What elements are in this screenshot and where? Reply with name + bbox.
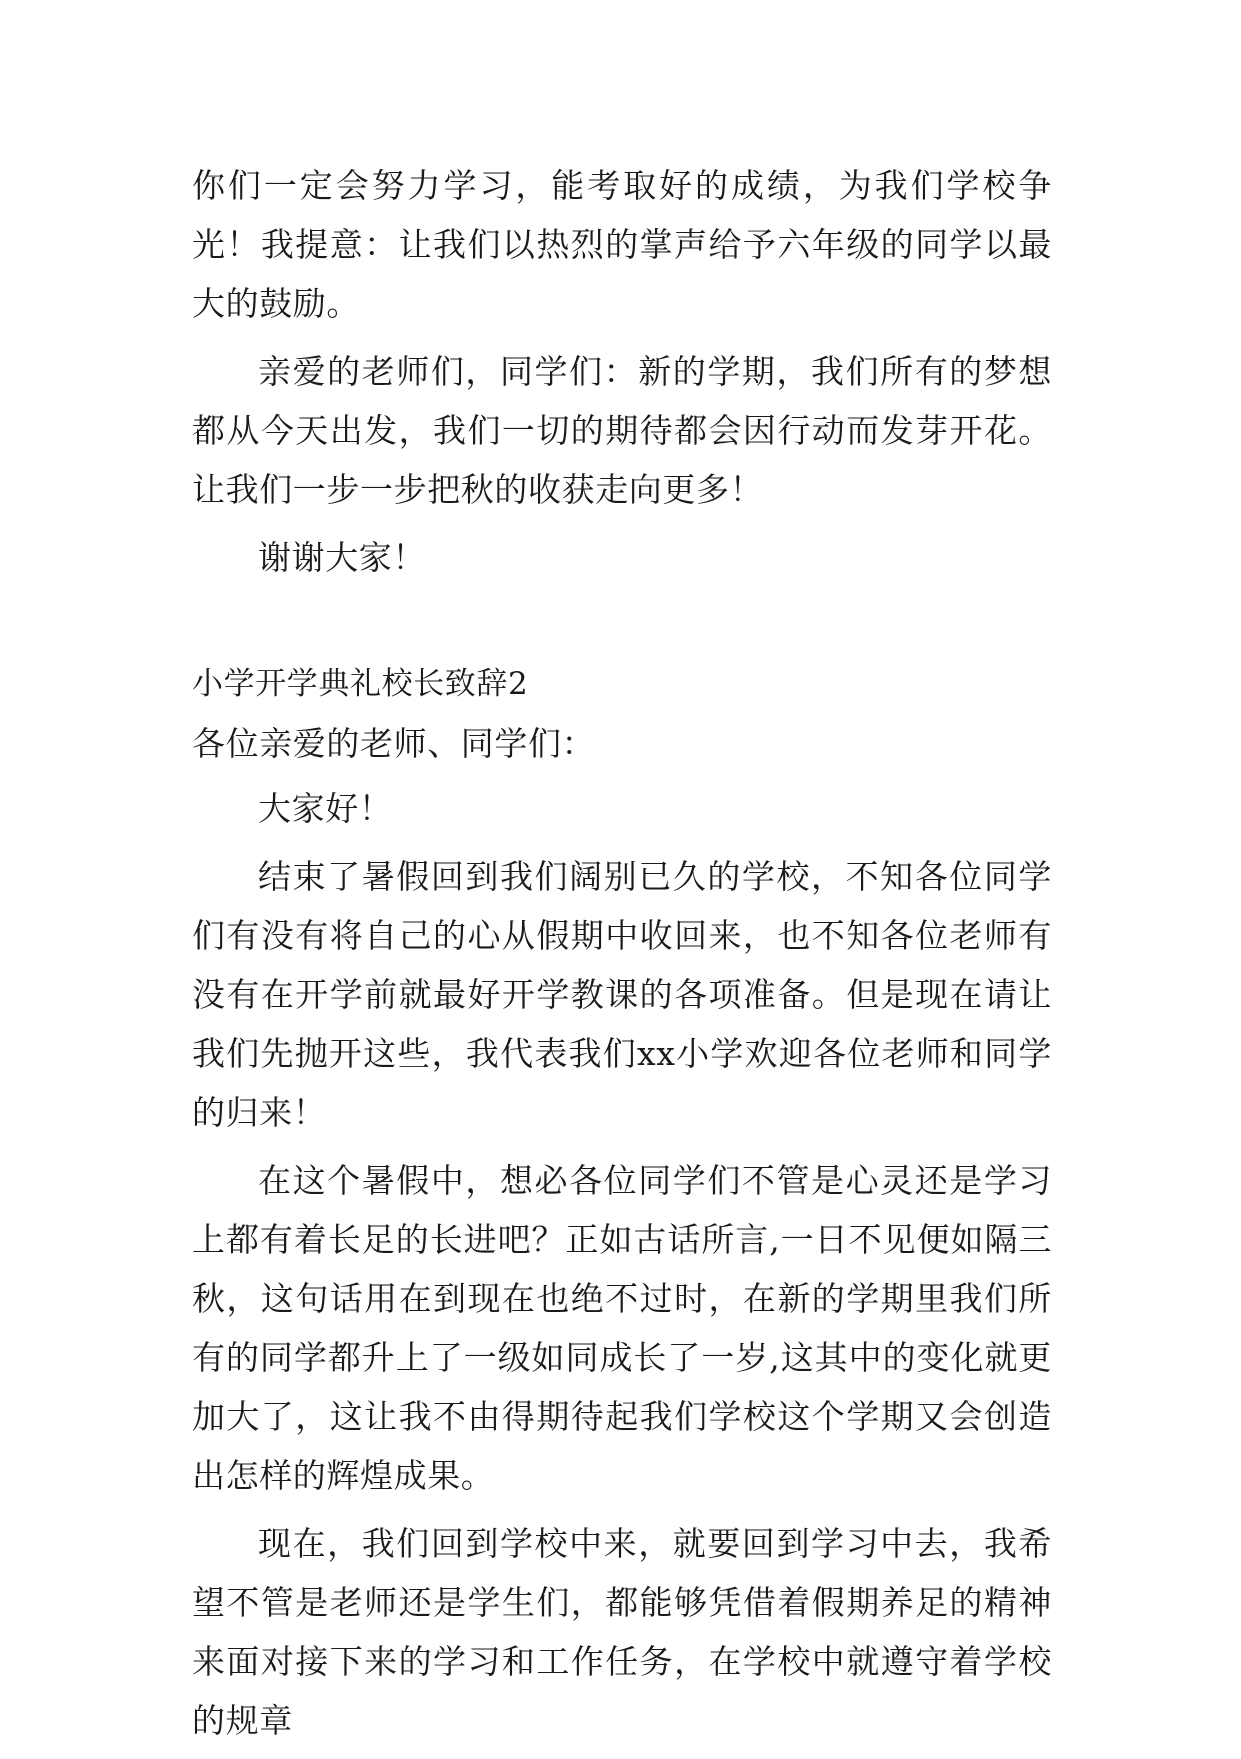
section-title: 小学开学典礼校长致辞2 — [192, 666, 529, 702]
paragraph-thanks: 谢谢大家！ — [258, 538, 426, 577]
paragraph-closing-remarks: 亲爱的老师们，同学们：新的学期，我们所有的梦想都从今天出发，我们一切的期待都会因行动而发芽开花。让我们一步一步把秋的收获走向更多！ — [192, 352, 1052, 509]
paragraph-summer: 在这个暑假中，想必各位同学们不管是心灵还是学习上都有着长足的长进吧？正如古话所言,一日不见便如隔三秋，这句话用在到现在也绝不过时，在新的学期里我们所有的同学都升上了一级如同成长了一岁,这其中的变化就更加大了，这让我不由得期待起我们学校这个学期又会创造出怎样的辉煌成果。 — [192, 1161, 1052, 1495]
document-body — [192, 156, 1052, 1759]
salutation: 各位亲爱的老师、同学们： — [192, 724, 596, 763]
greeting: 大家好！ — [258, 789, 393, 828]
paragraph-expectations: 现在，我们回到学校中来，就要回到学习中去，我希望不管是老师还是学生们，都能够凭借着假期养足的精神来面对接下来的学习和工作任务，在学校中就遵守着学校的规章 — [192, 1524, 1052, 1740]
paragraph-continued: 你们一定会努力学习，能考取好的成绩，为我们学校争光！我提意：让我们以热烈的掌声给予六年级的同学以最大的鼓励。 — [192, 166, 1052, 323]
paragraph-welcome: 结束了暑假回到我们阔别已久的学校，不知各位同学们有没有将自己的心从假期中收回来，也不知各位老师有没有在开学前就最好开学教课的各项准备。但是现在请让我们先抛开这些，我代表我们xx小学欢迎各位老师和同学的归来！ — [192, 857, 1052, 1132]
